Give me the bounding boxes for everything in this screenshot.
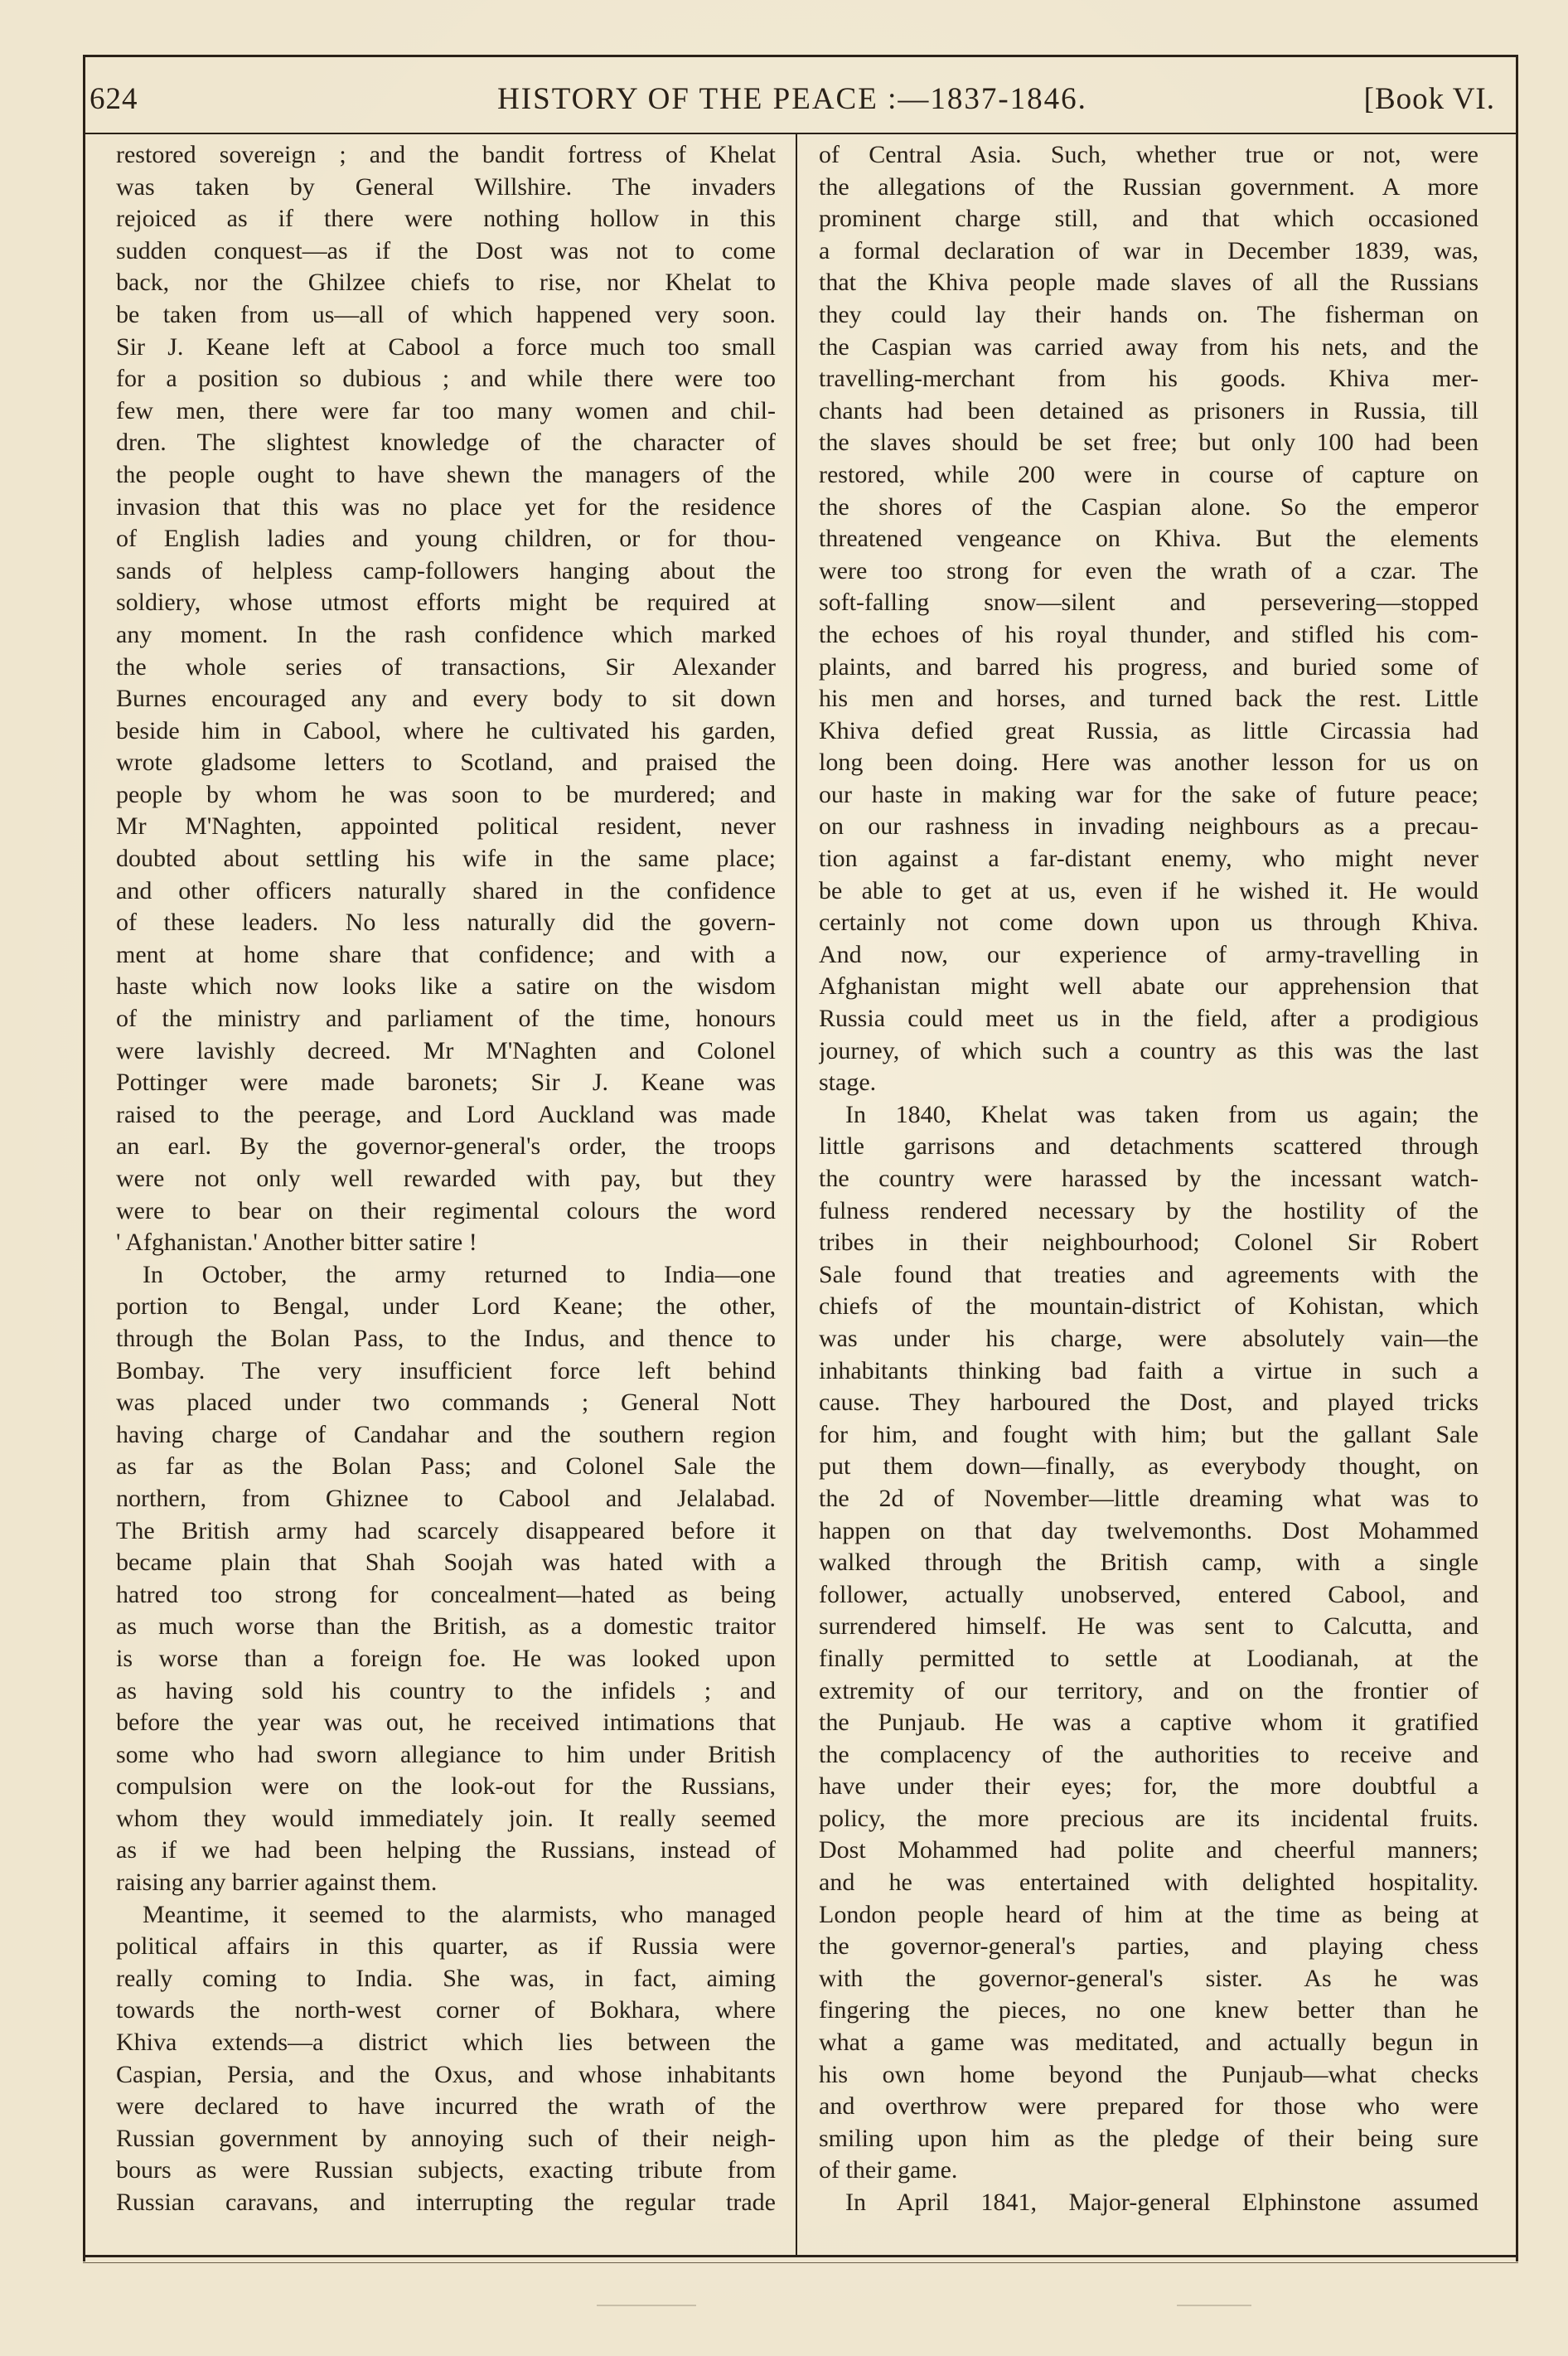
right-column-text-line: a formal declaration of war in December 1839, was, xyxy=(819,236,1478,264)
right-column-text-line: and he was entertained with delighted hospitality. xyxy=(819,1869,1478,1897)
left-column-text-line: the people ought to have shewn the managers of the xyxy=(116,460,776,488)
right-column-text-line: soft-falling snow—silent and persevering—stopped xyxy=(819,589,1478,617)
left-column-text-line: were not only well rewarded with pay, but they xyxy=(116,1165,776,1192)
left-column-text-line: invasion that this was no place yet for the residence xyxy=(116,492,776,521)
left-column-text-line: were lavishly decreed. Mr M'Naghten and Colonel xyxy=(116,1036,776,1064)
right-column-text-line: on our rashness in invading neighbours as a precau- xyxy=(819,812,1478,841)
left-column-text-line: Bombay. The very insufficient force left behind xyxy=(116,1356,776,1384)
left-column-text-line: hatred too strong for concealment—hated as being xyxy=(116,1580,776,1608)
right-column-text-line: the complacency of the authorities to receive and xyxy=(819,1740,1478,1768)
right-column-text-line: journey, of which such a country as this was the last xyxy=(819,1036,1478,1064)
left-column-text-line: wrote gladsome letters to Scotland, and praised the xyxy=(116,749,776,777)
book-label: [Book VI. xyxy=(1363,82,1495,116)
right-column-text-line: Russia could meet us in the field, after a prodigious xyxy=(819,1005,1478,1033)
right-column-text-line: In 1840, Khelat was taken from us again; the xyxy=(845,1100,1478,1128)
right-column-text-line: finally permitted to settle at Loodianah, at the xyxy=(819,1644,1478,1672)
left-column-text-line: raised to the peerage, and Lord Auckland was made xyxy=(116,1100,776,1128)
right-column-text-line: his men and horses, and turned back the rest. Little xyxy=(819,685,1478,713)
print-smudge xyxy=(597,2305,696,2306)
right-column-text-line: little garrisons and detachments scattered through xyxy=(819,1132,1478,1161)
left-column-text-line: was placed under two commands ; General Nott xyxy=(116,1389,776,1417)
left-column-text-line: is worse than a foreign foe. He was looked upon xyxy=(116,1644,776,1672)
left-column-text-line: people by whom he was soon to be murdered; and xyxy=(116,780,776,808)
left-column-text-line: bours as were Russian subjects, exacting tribute from xyxy=(116,2156,776,2184)
left-column-text-line: soldiery, whose utmost efforts might be required at xyxy=(116,589,776,617)
left-column-text-line: Caspian, Persia, and the Oxus, and whose inhabitants xyxy=(116,2060,776,2088)
right-column-text-line: they could lay their hands on. The fisherman on xyxy=(819,300,1478,328)
left-column-text-line: doubted about settling his wife in the same place; xyxy=(116,845,776,873)
right-column-text-line: inhabitants thinking bad faith a virtue in such a xyxy=(819,1356,1478,1384)
left-column-text-line: Burnes encouraged any and every body to sit down xyxy=(116,685,776,713)
right-column-text-line: prominent charge still, and that which occasioned xyxy=(819,205,1478,233)
left-column-text-line: ' Afghanistan.' Another bitter satire ! xyxy=(116,1229,477,1257)
left-column-text-line: of the ministry and parliament of the time, honours xyxy=(116,1005,776,1033)
left-column-text-line: haste which now looks like a satire on the wisdom xyxy=(116,972,776,1001)
left-column-text-line: for a position so dubious ; and while there were too xyxy=(116,365,776,393)
left-column-text-line: was taken by General Willshire. The invaders xyxy=(116,172,776,201)
left-column-text-line: rejoiced as if there were nothing hollow in this xyxy=(116,205,776,233)
right-column-text-line: travelling-merchant from his goods. Khiva mer- xyxy=(819,365,1478,393)
right-column-text-line: fingering the pieces, no one knew better than he xyxy=(819,1996,1478,2024)
header-rule xyxy=(83,133,1518,134)
left-column-text-line: as having sold his country to the infidels ; and xyxy=(116,1676,776,1704)
left-column-text-line: of English ladies and young children, or for thou- xyxy=(116,525,776,553)
right-column-text-line: extremity of our territory, and on the frontier of xyxy=(819,1676,1478,1704)
running-title: HISTORY OF THE PEACE :—1837-1846. xyxy=(497,82,1087,116)
right-column-text-line: the echoes of his royal thunder, and stifled his com- xyxy=(819,620,1478,648)
left-column-text-line: of these leaders. No less naturally did the govern- xyxy=(116,909,776,937)
left-column-text-line: whom they would immediately join. It really seemed xyxy=(116,1804,776,1832)
left-column-text-line: became plain that Shah Soojah was hated with a xyxy=(116,1549,776,1577)
right-column-text-line: the allegations of the Russian government. A more xyxy=(819,172,1478,201)
right-column-text-line: walked through the British camp, with a single xyxy=(819,1549,1478,1577)
left-column-text-line: compulsion were on the look-out for the Russians, xyxy=(116,1772,776,1801)
right-column-text-line: have under their eyes; for, the more doubtful a xyxy=(819,1772,1478,1801)
right-column-text-line: the country were harassed by the incessant watch- xyxy=(819,1165,1478,1192)
left-column-text-line: Khiva extends—a district which lies between the xyxy=(116,2029,776,2057)
bottom-rule-thin xyxy=(83,2262,1518,2263)
left-column-text-line: The British army had scarcely disappeared before it xyxy=(116,1516,776,1544)
right-column-text-line: the Punjaub. He was a captive whom it gratified xyxy=(819,1709,1478,1737)
left-column-text-line: raising any barrier against them. xyxy=(116,1869,438,1897)
left-column-text-line: Sir J. Keane left at Cabool a force much too small xyxy=(116,332,776,361)
right-column-text-line: plaints, and barred his progress, and buried some of xyxy=(819,652,1478,681)
left-column-text-line: some who had sworn allegiance to him under British xyxy=(116,1740,776,1768)
left-column-text-line: sands of helpless camp-followers hanging about the xyxy=(116,556,776,584)
left-column-text-line: the whole series of transactions, Sir Alexander xyxy=(116,652,776,681)
left-column-text-line: ment at home share that confidence; and with a xyxy=(116,940,776,968)
right-column-text-line: Khiva defied great Russia, as little Circassia had xyxy=(819,716,1478,744)
left-column-text-line: restored sovereign ; and the bandit fortress of Khelat xyxy=(116,141,776,168)
left-column-text-line: beside him in Cabool, where he cultivated his garden, xyxy=(116,716,776,744)
right-column-text-line: In April 1841, Major-general Elphinstone assumed xyxy=(845,2189,1478,2216)
left-column-text-line: portion to Bengal, under Lord Keane; the other, xyxy=(116,1292,776,1321)
right-column-text-line: the governor-general's parties, and playing chess xyxy=(819,1932,1478,1961)
left-column-text-line: having charge of Candahar and the southern region xyxy=(116,1420,776,1448)
right-column-text-line: follower, actually unobserved, entered Cabool, and xyxy=(819,1580,1478,1608)
right-column-text-line: the 2d of November—little dreaming what was to xyxy=(819,1484,1478,1512)
right-column-text-line: Afghanistan might well abate our apprehension that xyxy=(819,972,1478,1001)
left-column-text-line: be taken from us—all of which happened very soon. xyxy=(116,300,776,328)
left-column-text-line: Russian caravans, and interrupting the regular trade xyxy=(116,2189,776,2216)
left-column-text-line: really coming to India. She was, in fact, aiming xyxy=(116,1964,776,1992)
left-column-text-line: dren. The slightest knowledge of the character of xyxy=(116,429,776,457)
right-column-text-line: with the governor-general's sister. As he was xyxy=(819,1964,1478,1992)
left-column-text-line: sudden conquest—as if the Dost was not to come xyxy=(116,236,776,264)
left-column-text-line: back, nor the Ghilzee chiefs to rise, nor Khelat to xyxy=(116,269,776,297)
column-divider xyxy=(796,134,797,2255)
right-column-text-line: Sale found that treaties and agreements with the xyxy=(819,1260,1478,1288)
right-column-text-line: were too strong for even the wrath of a czar. The xyxy=(819,556,1478,584)
left-column-text-line: any moment. In the rash confidence which marked xyxy=(116,620,776,648)
left-column-text-line: Pottinger were made baronets; Sir J. Keane was xyxy=(116,1069,776,1097)
right-column-text-line: the Caspian was carried away from his nets, and the xyxy=(819,332,1478,361)
running-header xyxy=(90,81,1495,124)
left-column-text-line: as if we had been helping the Russians, instead of xyxy=(116,1836,776,1864)
right-column-text-line: was under his charge, were absolutely vain—the xyxy=(819,1324,1478,1352)
left-column-text-line: were to bear on their regimental colours the word xyxy=(116,1196,776,1224)
left-column-text-line: northern, from Ghiznee to Cabool and Jelalabad. xyxy=(116,1484,776,1512)
right-column-text-line: policy, the more precious are its incidental fruits. xyxy=(819,1804,1478,1832)
left-column-text-line: before the year was out, he received intimations that xyxy=(116,1709,776,1737)
right-column xyxy=(819,139,1478,2219)
print-smudge xyxy=(1177,2305,1251,2306)
left-column-text-line: few men, there were far too many women and chil- xyxy=(116,396,776,424)
right-column-text-line: the shores of the Caspian alone. So the emperor xyxy=(819,492,1478,521)
left-column-text-line: political affairs in this quarter, as if Russia were xyxy=(116,1932,776,1961)
right-column-text-line: put them down—finally, as everybody thought, on xyxy=(819,1452,1478,1481)
right-column-text-line: surrendered himself. He was sent to Calcutta, and xyxy=(819,1612,1478,1641)
right-column-text-line: long been doing. Here was another lesson for us on xyxy=(819,749,1478,777)
right-column-text-line: be able to get at us, even if he wished it. He would xyxy=(819,876,1478,904)
right-column-text-line: chiefs of the mountain-district of Kohistan, which xyxy=(819,1292,1478,1321)
right-column-text-line: chants had been detained as prisoners in Russia, till xyxy=(819,396,1478,424)
left-column-text-line: as much worse than the British, as a domestic traitor xyxy=(116,1612,776,1641)
right-column-text-line: stage. xyxy=(819,1069,877,1097)
left-column-text-line: and other officers naturally shared in the confidence xyxy=(116,876,776,904)
right-column-text-line: his own home beyond the Punjaub—what checks xyxy=(819,2060,1478,2088)
left-column-text-line: Meantime, it seemed to the alarmists, who managed xyxy=(143,1900,776,1928)
right-column-text-line: threatened vengeance on Khiva. But the elements xyxy=(819,525,1478,553)
left-column-text-line: towards the north-west corner of Bokhara, where xyxy=(116,1996,776,2024)
right-column-text-line: the slaves should be set free; but only 100 had been xyxy=(819,429,1478,457)
left-column-text-line: an earl. By the governor-general's order, the troops xyxy=(116,1132,776,1161)
left-column-text-line: Mr M'Naghten, appointed political resident, never xyxy=(116,812,776,841)
right-column-text-line: of their game. xyxy=(819,2156,958,2184)
right-column-text-line: tribes in their neighbourhood; Colonel Sir Robert xyxy=(819,1229,1478,1257)
right-column-text-line: that the Khiva people made slaves of all the Russians xyxy=(819,269,1478,297)
left-column-text-line: Russian government by annoying such of their neigh- xyxy=(116,2124,776,2152)
right-column-text-line: Dost Mohammed had polite and cheerful manners; xyxy=(819,1836,1478,1864)
left-column-text-line: through the Bolan Pass, to the Indus, and thence to xyxy=(116,1324,776,1352)
right-column-text-line: smiling upon him as the pledge of their being sure xyxy=(819,2124,1478,2152)
right-column-text-line: and overthrow were prepared for those who were xyxy=(819,2092,1478,2121)
left-column-text-line: were declared to have incurred the wrath of the xyxy=(116,2092,776,2121)
right-column-text-line: restored, while 200 were in course of capture on xyxy=(819,460,1478,488)
left-column-text-line: as far as the Bolan Pass; and Colonel Sale the xyxy=(116,1452,776,1481)
right-column-text-line: our haste in making war for the sake of future peace; xyxy=(819,780,1478,808)
left-column xyxy=(116,139,776,2219)
right-column-text-line: certainly not come down upon us through Khiva. xyxy=(819,909,1478,937)
bottom-rule xyxy=(83,2255,1518,2257)
right-column-text-line: And now, our experience of army-travelling in xyxy=(819,940,1478,968)
left-column-text-line: In October, the army returned to India—one xyxy=(143,1260,776,1288)
right-column-text-line: London people heard of him at the time as being at xyxy=(819,1900,1478,1928)
right-column-text-line: happen on that day twelvemonths. Dost Mohammed xyxy=(819,1516,1478,1544)
right-column-text-line: what a game was meditated, and actually begun in xyxy=(819,2029,1478,2057)
right-column-text-line: cause. They harboured the Dost, and played tricks xyxy=(819,1389,1478,1417)
right-column-text-line: of Central Asia. Such, whether true or not, were xyxy=(819,141,1478,168)
right-column-text-line: for him, and fought with him; but the gallant Sale xyxy=(819,1420,1478,1448)
right-column-text-line: tion against a far-distant enemy, who might never xyxy=(819,845,1478,873)
page-number: 624 xyxy=(90,82,138,116)
right-column-text-line: fulness rendered necessary by the hostility of the xyxy=(819,1196,1478,1224)
